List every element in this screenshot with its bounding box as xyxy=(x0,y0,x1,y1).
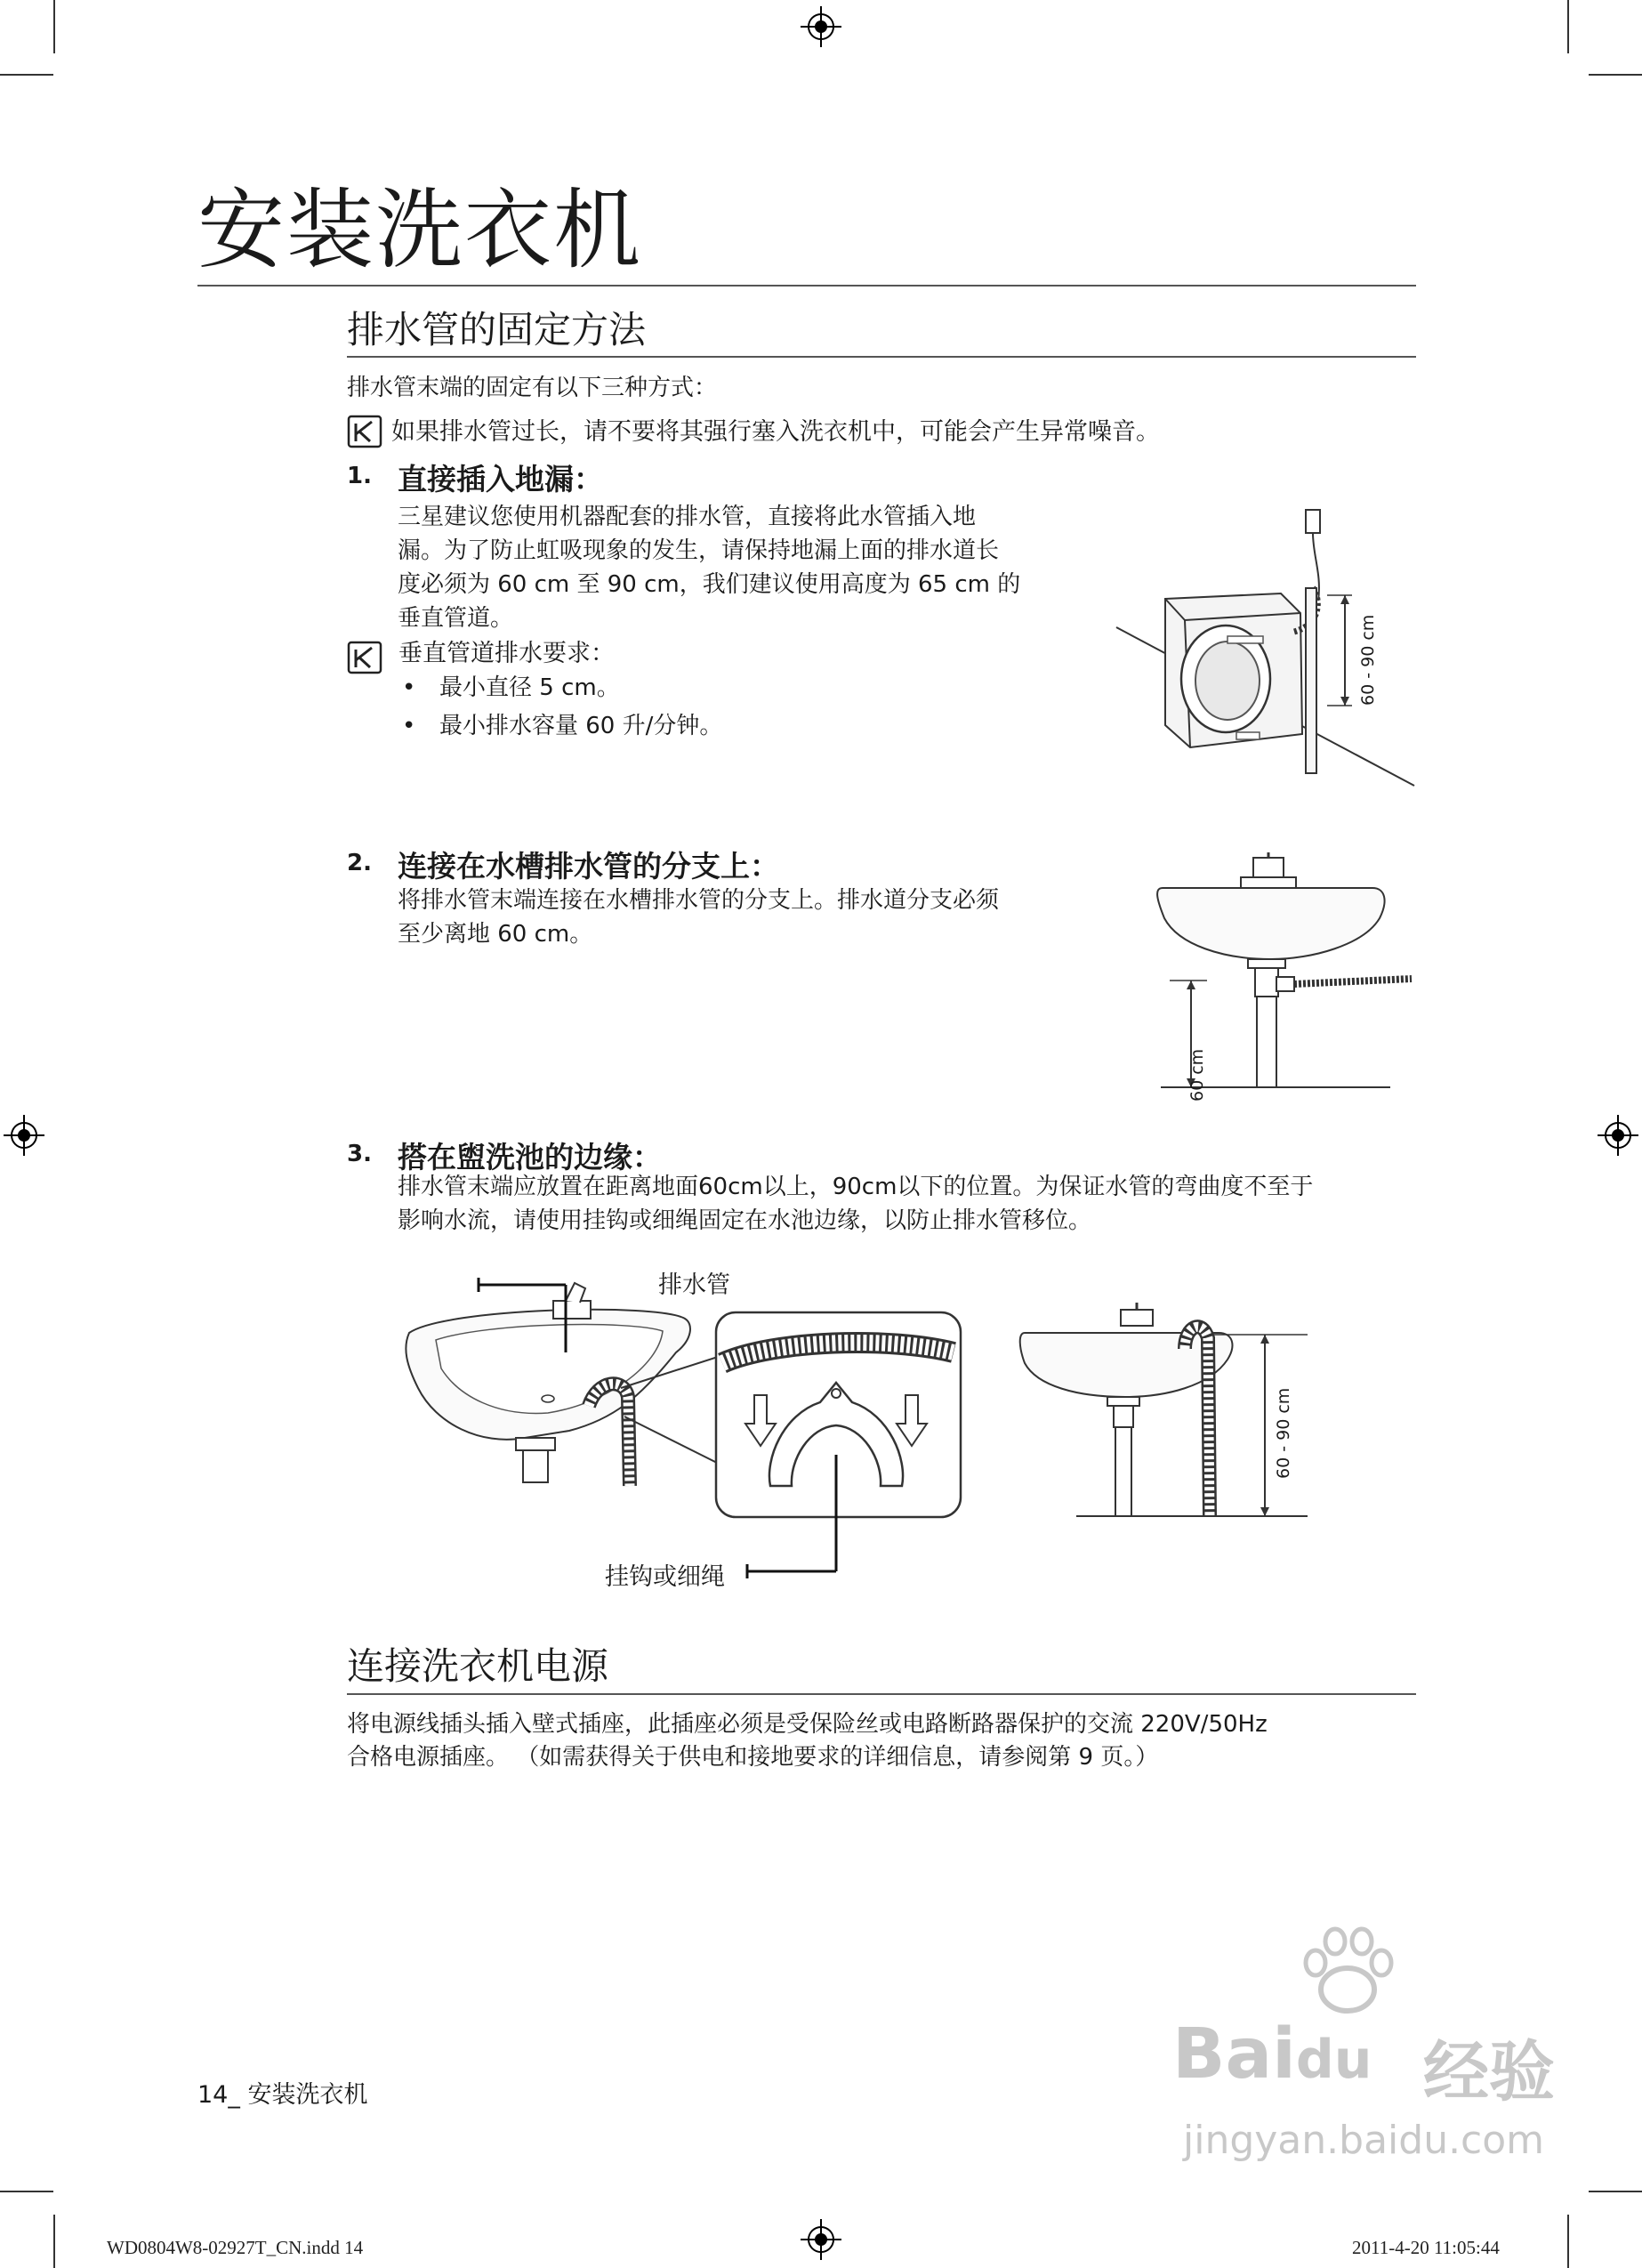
watermark-brand xyxy=(1172,2014,1372,2094)
hook-label: 挂钩或细绳 xyxy=(605,1563,725,1591)
drain-note: 如果排水管过长，请不要将其强行塞入洗衣机中，可能会产生异常噪音。 xyxy=(391,418,1160,446)
crop-mark xyxy=(0,2191,53,2192)
power-section-rule xyxy=(347,1693,1416,1695)
item3-title: 搭在盥洗池的边缘： xyxy=(398,1140,662,1174)
item3-dimension-label: 60 - 90 cm xyxy=(1274,1387,1293,1479)
item1-note-heading: 垂直管道排水要求： xyxy=(398,640,615,667)
crop-mark xyxy=(1589,2191,1642,2192)
item1-line: 垂直管道。 xyxy=(398,605,514,632)
item1-title: 直接插入地漏： xyxy=(398,462,603,496)
crop-mark xyxy=(1567,2215,1569,2268)
power-body xyxy=(347,1708,1268,1774)
hose-label: 排水管 xyxy=(658,1271,730,1299)
slug-date: 2011-4-20 11:05:44 xyxy=(1352,2237,1500,2258)
paw-logo xyxy=(1294,1924,1401,2022)
footer-page-label: 14_ 安装洗衣机 xyxy=(197,2081,368,2109)
item3-body xyxy=(398,1170,1313,1238)
item1-line: 度必须为 60 cm 至 90 cm，我们建议使用高度为 65 cm 的 xyxy=(398,571,1021,598)
item1-body xyxy=(398,500,1020,635)
drain-intro: 排水管末端的固定有以下三种方式： xyxy=(347,375,718,401)
title-rule xyxy=(197,285,1416,287)
bullet-text: 最小排水容量 60 升/分钟。 xyxy=(439,713,723,739)
item1-bullet: • 最小排水容量 60 升/分钟。 xyxy=(402,713,723,739)
item2-number: 2. xyxy=(347,850,372,876)
crop-mark xyxy=(53,2215,55,2268)
registration-mark-bottom xyxy=(801,2219,841,2260)
watermark-brand-du: du xyxy=(1295,2029,1372,2091)
power-line: 将电源线插头插入壁式插座，此插座必须是受保险丝或电路断路器保护的交流 220V/50Hz xyxy=(347,1711,1268,1738)
item2-line: 将排水管末端连接在水槽排水管的分支上。排水道分支必须 xyxy=(398,887,1000,914)
item3-number: 3. xyxy=(347,1141,372,1167)
item2-dimension-label: 60 cm xyxy=(1187,1048,1207,1102)
drain-section-rule xyxy=(347,356,1416,358)
page-title: 安装洗衣机 xyxy=(197,180,643,281)
note-icon xyxy=(347,415,382,448)
note-icon xyxy=(347,641,382,674)
item1-line: 漏。为了防止虹吸现象的发生，请保持地漏上面的排水道长 xyxy=(398,537,1000,564)
item3-line: 影响水流，请使用挂钩或细绳固定在水池边缘，以防止排水管移位。 xyxy=(398,1207,1092,1234)
power-line: 合格电源插座。 （如需获得关于供电和接地要求的详细信息，请参阅第 9 页。） xyxy=(347,1744,1159,1771)
bullet-text: 最小直径 5 cm。 xyxy=(439,674,620,701)
watermark-brand-bai: Bai xyxy=(1172,2014,1296,2094)
crop-mark xyxy=(0,74,53,76)
item2-body xyxy=(398,884,999,951)
watermark-brand-cn: 经验 xyxy=(1423,2034,1555,2111)
watermark-url: jingyan.baidu.com xyxy=(1183,2118,1545,2163)
item1-line: 三星建议您使用机器配套的排水管，直接将此水管插入地 xyxy=(398,504,977,530)
registration-mark-right xyxy=(1598,1115,1638,1156)
item1-bullet: • 最小直径 5 cm。 xyxy=(402,674,620,701)
item1-dimension-label: 60 - 90 cm xyxy=(1358,614,1378,706)
item1-number: 1. xyxy=(347,463,372,489)
power-section-title: 连接洗衣机电源 xyxy=(347,1644,609,1688)
basin-hook-figure xyxy=(391,1263,1397,1593)
slug-file: WD0804W8-02927T_CN.indd 14 xyxy=(107,2237,364,2258)
item2-line: 至少离地 60 cm。 xyxy=(398,921,593,948)
crop-mark xyxy=(1589,74,1642,76)
registration-mark-top xyxy=(801,6,841,47)
crop-mark xyxy=(53,0,55,53)
item3-line: 排水管末端应放置在距离地面60cm以上，90cm以下的位置。为保证水管的弯曲度不至于 xyxy=(398,1174,1314,1200)
registration-mark-left xyxy=(4,1115,44,1156)
item2-title: 连接在水槽排水管的分支上： xyxy=(398,849,779,884)
drain-section-title: 排水管的固定方法 xyxy=(347,308,647,351)
crop-mark xyxy=(1567,0,1569,53)
